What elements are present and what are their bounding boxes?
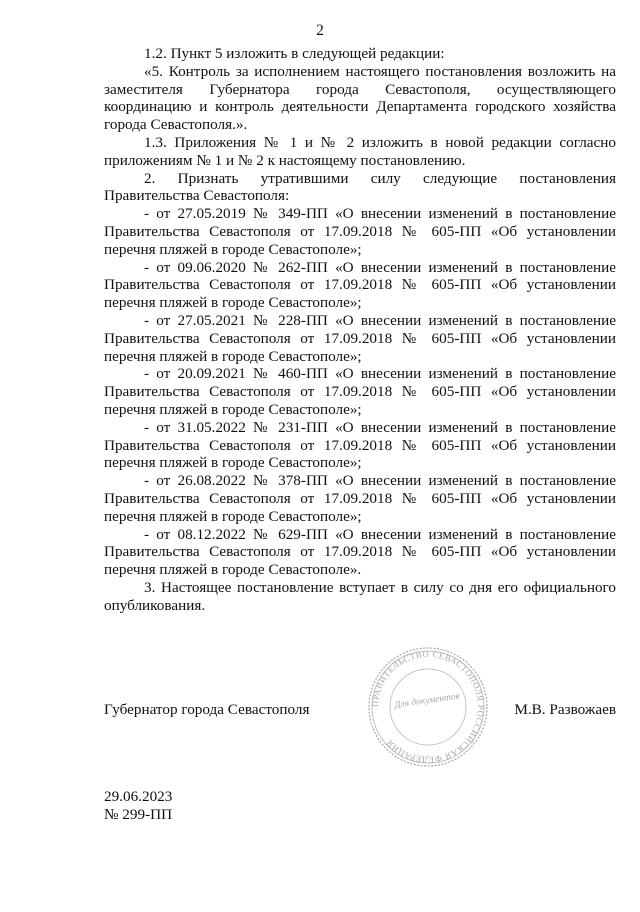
svg-text:ПРАВИТЕЛЬСТВО СЕВАСТОПОЛЯ РОСС bbox=[370, 649, 486, 765]
official-seal-stamp bbox=[366, 645, 490, 769]
page-number: 2 bbox=[316, 22, 324, 39]
stamp-graphic bbox=[369, 648, 487, 766]
stamp-inner-text: Для документов bbox=[393, 691, 461, 711]
paragraph-1-2: 1.2. Пункт 5 изложить в следующей редакции: bbox=[144, 45, 445, 62]
signature-block bbox=[104, 701, 616, 723]
signature-title: Губернатор города Севастополя bbox=[104, 701, 310, 718]
paragraph-2: 2. Признать утратившими силу следующие постановления Правительства Севастополя: bbox=[104, 169, 616, 205]
paragraph-3-effective-date: 3. Настоящее постановление вступает в силу со дня его официального опубликования. bbox=[104, 578, 616, 614]
paragraph-1-3: 1.3. Приложения № 1 и № 2 изложить в новой редакции согласно приложениям № 1 и № 2 к настоящему постановлению. bbox=[104, 133, 616, 169]
list-item-4: - от 20.09.2021 № 460-ПП «О внесении изменений в постановление Правительства Севастополя от 17.09.2018 № 605-ПП «Об установлении перечня пляжей в городе Севастополе»; bbox=[104, 365, 616, 418]
list-item-2: - от 09.06.2020 № 262-ПП «О внесении изменений в постановление Правительства Севастополя от 17.09.2018 № 605-ПП «Об установлении перечня пляжей в городе Севастополе»; bbox=[104, 258, 616, 312]
list-item-5: - от 31.05.2022 № 231-ПП «О внесении изменений в постановление Правительства Севастополя от 17.09.2018 № 605-ПП «Об установлении перечня пляжей в городе Севастополе»; bbox=[104, 418, 616, 472]
list-item-7: - от 08.12.2022 № 629-ПП «О внесении изменений в постановление Правительства Севастополя от 17.09.2018 № 605-ПП «Об установлении перечня пляжей в городе Севастополе». bbox=[104, 525, 616, 579]
list-item-3: - от 27.05.2021 № 228-ПП «О внесении изменений в постановление Правительства Севастополя от 17.09.2018 № 605-ПП «Об установлении перечня пляжей в городе Севастополе»; bbox=[104, 311, 616, 365]
stamp-outer-text: ПРАВИТЕЛЬСТВО СЕВАСТОПОЛЯ РОССИЙСКАЯ ФЕДЕРАЦИЯ bbox=[369, 648, 487, 766]
list-item-1: - от 27.05.2019 № 349-ПП «О внесении изменений в постановление Правительства Севастополя от 17.09.2018 № 605-ПП «Об установлении перечня пляжей в городе Севастополе»; bbox=[104, 205, 616, 258]
signature-name: М.В. Развожаев bbox=[514, 701, 616, 718]
list-item-6: - от 26.08.2022 № 378-ПП «О внесении изменений в постановление Правительства Севастополя от 17.09.2018 № 605-ПП «Об установлении перечня пляжей в городе Севастополе»; bbox=[104, 472, 616, 525]
paragraph-quote-clause-5: «5. Контроль за исполнением настоящего постановления возложить на заместителя Губернатора города Севастополя, осуществляющего координацию и контроль деятельности Департамента городского хозяйства города Севастополя.». bbox=[104, 62, 616, 134]
document-date: 29.06.2023 bbox=[104, 788, 173, 805]
document-number: № 299-ПП bbox=[104, 806, 173, 823]
document-body bbox=[104, 45, 616, 615]
